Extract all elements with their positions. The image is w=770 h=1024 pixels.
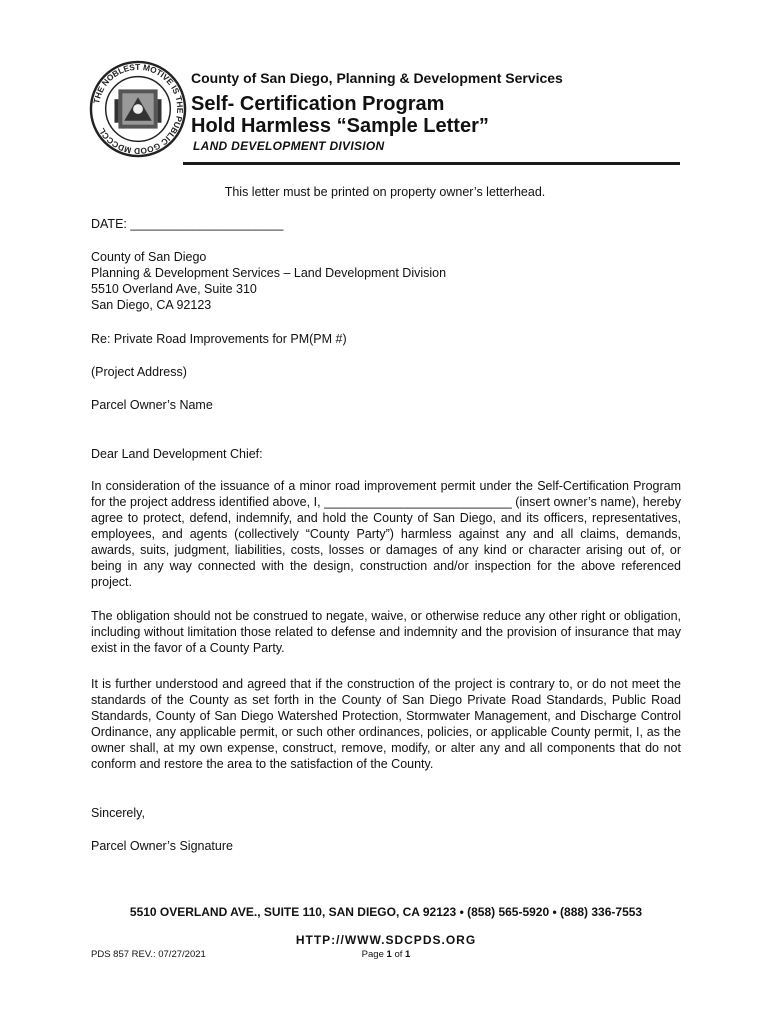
page-total: 1: [405, 949, 411, 960]
date-line: DATE: ______________________: [91, 217, 284, 231]
program-title: [191, 93, 489, 137]
project-address: (Project Address): [91, 365, 187, 379]
letterhead-notice: This letter must be printed on property owner’s letterhead.: [224, 185, 546, 199]
page-indicator: [91, 949, 681, 960]
signature-line: Parcel Owner’s Signature: [91, 839, 233, 853]
page-of: of: [394, 949, 403, 960]
obligation-paragraph: The obligation should not be construed to negate, waive, or otherwise reduce any other right or obligation, including without limitation those related to defense and indemnity and the provision of insurance that may exist in the favor of a County Party.: [91, 609, 681, 655]
addressee-block: [91, 249, 681, 313]
footer-address: 5510 OVERLAND AVE., SUITE 110, SAN DIEGO, CA 92123 • (858) 565-5920 • (888) 336-7553: [129, 905, 643, 919]
re-line: Re: Private Road Improvements for PM(PM #): [91, 332, 347, 346]
closing: Sincerely,: [91, 806, 145, 820]
page-number: 1: [386, 949, 392, 960]
addressee-line: County of San Diego: [91, 250, 207, 264]
header-divider: [183, 162, 680, 165]
division-name: LAND DEVELOPMENT DIVISION: [193, 139, 385, 153]
program-title-line-1: Self- Certification Program: [191, 93, 445, 115]
county-seal-logo: [89, 60, 187, 158]
addressee-line: San Diego, CA 92123: [91, 298, 212, 312]
program-title-line-2: Hold Harmless “Sample Letter”: [191, 115, 489, 137]
salutation: Dear Land Development Chief:: [91, 447, 263, 461]
addressee-line: 5510 Overland Ave, Suite 310: [91, 282, 257, 296]
department-name: County of San Diego, Planning & Development Services: [191, 70, 563, 86]
consideration-paragraph: In consideration of the issuance of a minor road improvement permit under the Self-Certification Program for the project address identified above, I, ___________________________ (insert owner’s name), hereby agree to protect, defend, indemnify, and hold the County of San Diego, and its officers, representatives, employees, and agents (collectively “County Party”) harmless against any and all claims, demands, awards, suits, judgment, liabilities, costs, losses or damages of any kind or character arising out of, or being in any way connected with the design, construction and/or inspection for the above referenced project.: [91, 479, 681, 589]
addressee-line: Planning & Development Services – Land Development Division: [91, 266, 447, 280]
owner-name: Parcel Owner’s Name: [91, 398, 213, 412]
form-revision: PDS 857 REV.: 07/27/2021: [91, 949, 206, 960]
standards-paragraph: It is further understood and agreed that if the construction of the project is contrary to, or do not meet the standards of the County as set forth in the County of San Diego Private Road Standards, Public Road Standards, County of San Diego Watershed Protection, Stormwater Management, and Discharge Control Ordinance, any applicable permit, or such other ordinances, policies, or applicable County permit, I, as the owner shall, at my own expense, construct, remove, modify, or alter any and all components that do not conform and restore the area to the satisfaction of the County.: [91, 677, 681, 771]
footer-website: HTTP://WWW.SDCPDS.ORG: [295, 933, 477, 947]
svg-text:THE NOBLEST MOTIVE IS THE PUBL: THE NOBLEST MOTIVE IS THE PUBLIC GOOD MDCCCL: [91, 61, 186, 157]
page-label: Page: [361, 949, 384, 960]
